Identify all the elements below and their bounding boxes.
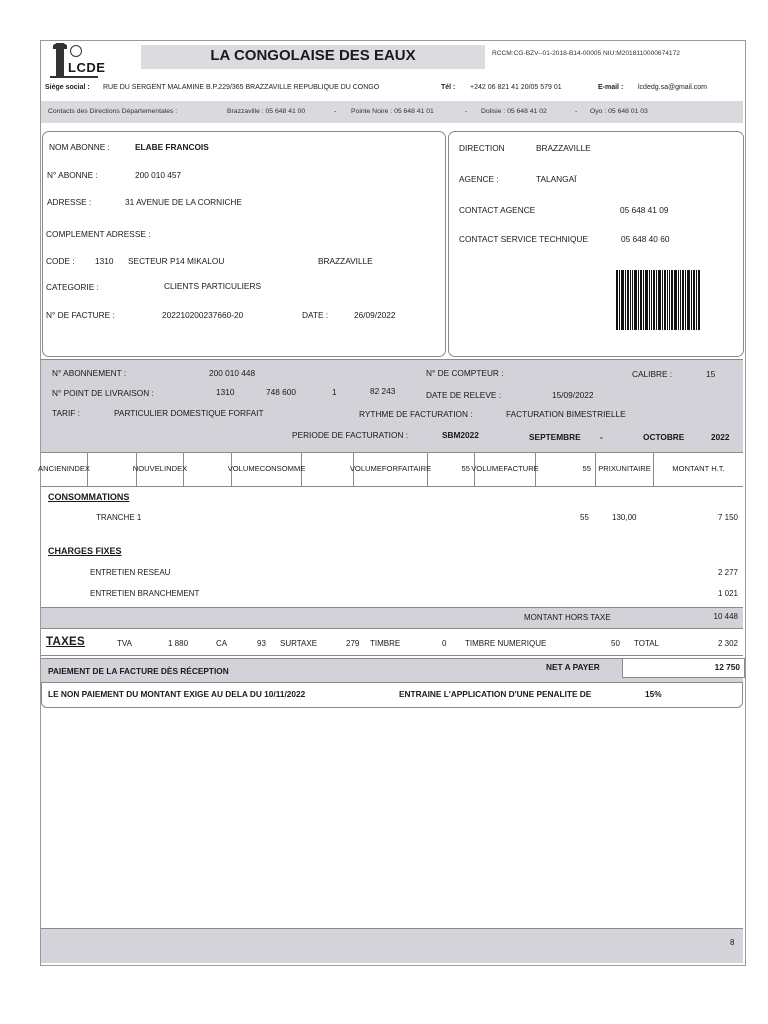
livraison-value-1: 1310	[216, 387, 235, 397]
facture-label: N° DE FACTURE :	[46, 310, 115, 320]
ca-label: CA	[216, 639, 228, 648]
periode-year: 2022	[711, 432, 730, 442]
paiement-reception: PAIEMENT DE LA FACTURE DÈS RÉCEPTION	[48, 666, 229, 676]
contacts-label: Contacts des Directions Départementales :	[48, 108, 178, 115]
timbre-numerique-value: 50	[611, 639, 620, 648]
code-value: 1310	[95, 256, 114, 266]
col-blank-1	[88, 452, 137, 486]
contact-agence-value: 05 648 41 09	[620, 205, 669, 215]
surtaxe-value: 279	[346, 639, 360, 648]
contact-oyo: Oyo : 05 648 01 03	[590, 108, 648, 115]
nom-abonne-value: ELABE FRANCOIS	[135, 142, 209, 152]
tranche-label: TRANCHE 1	[96, 513, 142, 522]
siege-address: RUE DU SERGENT MALAMINE B.P.229/365 BRAZZAVILLE REPUBLIQUE DU CONGO	[103, 84, 380, 91]
complement-label: COMPLEMENT ADRESSE :	[46, 229, 151, 239]
tranche-prix: 130,00	[612, 513, 637, 522]
logo-pillar-icon	[56, 43, 64, 77]
num-abonne-label: N° ABONNE :	[47, 170, 98, 180]
col-montant-ht: MONTANT H.T.	[672, 464, 725, 473]
ville-value: BRAZZAVILLE	[318, 256, 373, 266]
tel-label: Tél :	[441, 84, 456, 91]
compteur-label: N° DE COMPTEUR :	[426, 368, 504, 378]
timbre-value: 0	[442, 639, 447, 648]
rythme-label: RYTHME DE FACTURATION :	[359, 409, 473, 419]
email-label: E-mail :	[598, 84, 624, 91]
timbre-label: TIMBRE	[370, 639, 401, 648]
total-taxes-label: TOTAL	[634, 639, 660, 648]
periode-label: PERIODE DE FACTURATION :	[292, 430, 409, 440]
col-prix-unitaire: PRIX UNITAIRE	[596, 452, 654, 486]
consommations-title: CONSOMMATIONS	[48, 492, 130, 502]
lcde-logo	[50, 43, 106, 79]
agence-label: AGENCE :	[459, 174, 499, 184]
email-value: lcdedg.sa@gmail.com	[638, 84, 707, 91]
livraison-value-3: 1	[332, 387, 337, 397]
net-a-payer-label: NET A PAYER	[546, 662, 600, 672]
charges-title: CHARGES FIXES	[48, 546, 122, 556]
contact-brazzaville: Brazzaville : 05 648 41 00	[227, 108, 306, 115]
secteur-value: SECTEUR P14 MIKALOU	[128, 256, 225, 266]
contact-tech-value: 05 648 40 60	[621, 234, 670, 244]
footer-band	[41, 928, 743, 963]
penalty-rate: 15%	[645, 689, 662, 699]
total-taxes-value: 2 302	[717, 639, 738, 648]
num-abonne-value: 200 010 457	[135, 170, 182, 180]
tel-value: +242 06 821 41 20/05 579 01	[470, 84, 562, 91]
company-title: LA CONGOLAISE DES EAUX	[210, 47, 416, 64]
logo-text: LCDE	[68, 60, 106, 75]
periode-separator: -	[600, 432, 603, 442]
contact-tech-label: CONTACT SERVICE TECHNIQUE	[459, 234, 588, 244]
siege-label: Siège social :	[45, 84, 90, 91]
col-blank-3	[302, 452, 354, 486]
tva-value: 1 880	[168, 639, 189, 648]
logo-emblem-icon	[70, 45, 82, 57]
tranche-montant: 7 150	[717, 513, 738, 522]
categorie-label: CATEGORIE :	[46, 282, 99, 292]
logo-underline	[50, 76, 98, 78]
code-label: CODE :	[46, 256, 75, 266]
montant-ht-value: 10 448	[713, 612, 738, 621]
releve-label: DATE DE RELEVE :	[426, 390, 501, 400]
direction-value: BRAZZAVILLE	[536, 143, 591, 153]
contact-pointe-noire: Pointe Noire : 05 648 41 01	[351, 108, 434, 115]
livraison-value-4: 82 243	[370, 386, 396, 396]
contact-separator: -	[334, 108, 337, 115]
page-number: 8	[730, 938, 735, 947]
charge-reseau-label: ENTRETIEN RESEAU	[90, 568, 171, 577]
categorie-value: CLIENTS PARTICULIERS	[164, 281, 261, 291]
penalty-notice-text: ENTRAINE L'APPLICATION D'UNE PENALITE DE	[399, 689, 592, 699]
taxes-title: TAXES	[46, 636, 85, 648]
charge-reseau-montant: 2 277	[717, 568, 738, 577]
net-a-payer-value: 12 750	[714, 662, 740, 672]
surtaxe-label: SURTAXE	[280, 639, 318, 648]
rythme-value: FACTURATION BIMESTRIELLE	[506, 409, 626, 419]
direction-label: DIRECTION	[459, 143, 505, 153]
timbre-numerique-label: TIMBRE NUMERIQUE	[465, 639, 547, 648]
releve-value: 15/09/2022	[552, 390, 594, 400]
facture-value: 202210200237660-20	[162, 310, 244, 320]
date-label: DATE :	[302, 310, 329, 320]
col-nouvel-index: NOUVEL INDEX	[137, 452, 184, 486]
col-volume-forfaitaire: VOLUME FORFAITAIRE	[354, 452, 428, 486]
col-volume-facture-value: 55	[536, 452, 596, 486]
nom-abonne-label: NOM ABONNE :	[49, 142, 110, 152]
charge-branchement-montant: 1 021	[717, 589, 738, 598]
contact-agence-label: CONTACT AGENCE	[459, 205, 536, 215]
rccm-niu: RCCM:CG-BZV--01-2018-B14-00005 NIU:M2018110000674172	[492, 50, 680, 57]
periode-code: SBM2022	[442, 430, 479, 440]
tarif-value: PARTICULIER DOMESTIQUE FORFAIT	[114, 408, 264, 418]
col-volume-consomme: VOLUME CONSOMME	[232, 452, 302, 486]
livraison-label: N° POINT DE LIVRAISON :	[52, 388, 154, 398]
col-volume-facture: VOLUME FACTURE	[475, 452, 536, 486]
calibre-value: 15	[706, 369, 716, 379]
tva-label: TVA	[117, 639, 132, 648]
tranche-volume: 55	[580, 513, 589, 522]
agence-value: TALANGAÏ	[536, 174, 577, 184]
ca-value: 93	[257, 639, 266, 648]
periode-from: SEPTEMBRE	[529, 432, 581, 442]
col-blank-2	[184, 452, 232, 486]
abonnement-label: N° ABONNEMENT :	[52, 368, 127, 378]
charge-branchement-label: ENTRETIEN BRANCHEMENT	[90, 589, 200, 598]
contact-separator: -	[465, 108, 468, 115]
adresse-label: ADRESSE :	[47, 197, 92, 207]
adresse-value: 31 AVENUE DE LA CORNICHE	[125, 197, 242, 207]
abonnement-value: 200 010 448	[209, 368, 256, 378]
tarif-label: TARIF :	[52, 408, 80, 418]
livraison-value-2: 748 600	[266, 387, 296, 397]
contact-separator: -	[575, 108, 578, 115]
montant-ht-band	[41, 607, 743, 629]
barcode-icon	[616, 270, 716, 330]
calibre-label: CALIBRE :	[632, 369, 673, 379]
col-volume-forfaitaire-value: 55	[428, 452, 475, 486]
date-value: 26/09/2022	[354, 310, 396, 320]
contact-dolisie: Dolisie : 05 648 41 02	[481, 108, 547, 115]
penalty-notice: LE NON PAIEMENT DU MONTANT EXIGE AU DELA DU 10/11/2022	[48, 689, 306, 699]
subscriber-box	[42, 131, 446, 357]
col-ancien-index: ANCIEN INDEX	[41, 452, 88, 486]
montant-ht-label: MONTANT HORS TAXE	[524, 613, 611, 622]
periode-to: OCTOBRE	[643, 432, 685, 442]
